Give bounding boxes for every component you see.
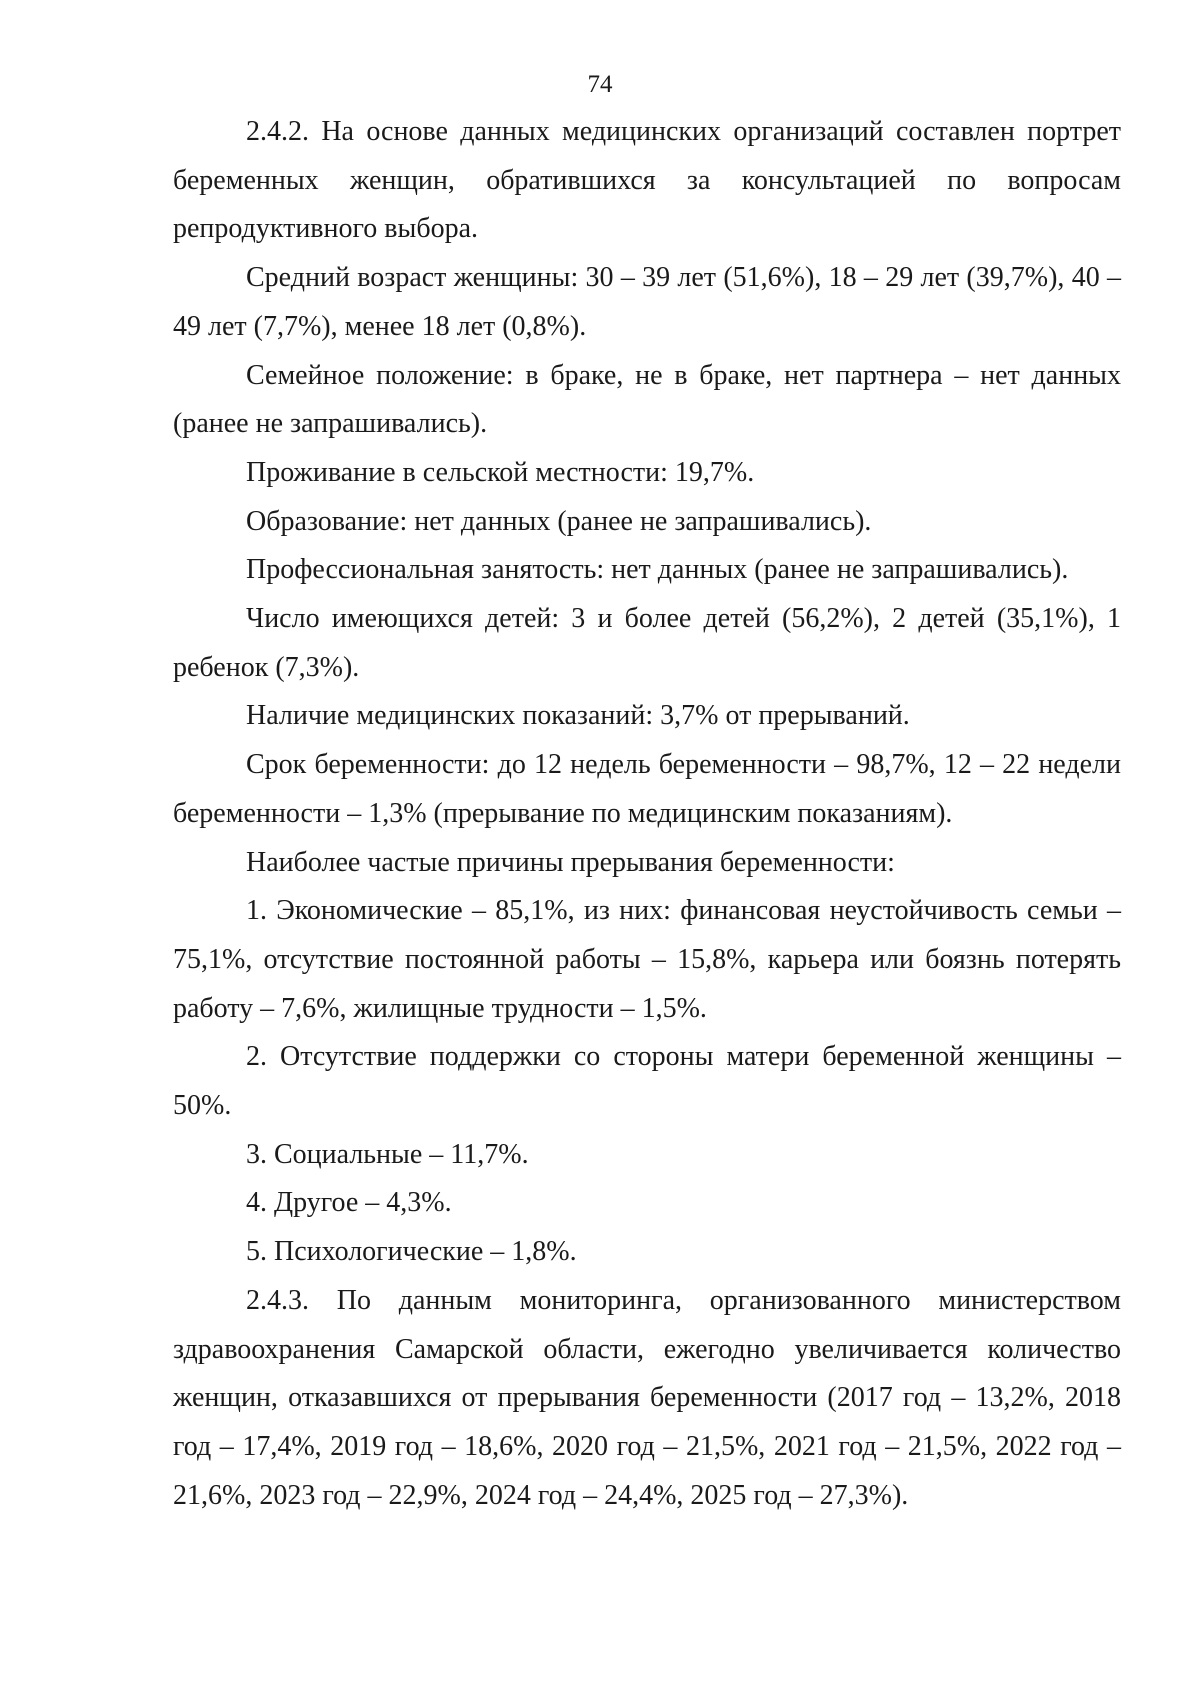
list-item-psychological-reasons: 5. Психологические – 1,8%. bbox=[246, 1236, 577, 1268]
paragraph-marital-status: Семейное положение: в браке, не в браке, нет партнера – нет данных (ранее не запрашивались). bbox=[173, 359, 1121, 440]
paragraph-monitoring-data: 2.4.3. По данным мониторинга, организованного министерством здравоохранения Самарской области, ежегодно увеличивается количество женщин, отказавшихся от прерывания беременности (2017 год – 13,2%, 2018 год – 17,4%, 2019 год – 18,6%, 2020 год – 21,5%, 2021 год – 21,5%, 2022 год – 21,6%, 2023 год – 22,9%, 2024 год – 24,4%, 2025 год – 27,3%). bbox=[173, 1284, 1121, 1511]
paragraph-rural-residence: Проживание в сельской местности: 19,7%. bbox=[246, 456, 755, 488]
document-body bbox=[173, 108, 1121, 1520]
paragraph-portrait-intro: 2.4.2. На основе данных медицинских организаций составлен портрет беременных женщин, обратившихся за консультацией по вопросам репродуктивного выбора. bbox=[173, 116, 1121, 245]
paragraph-medical-indications: Наличие медицинских показаний: 3,7% от прерываний. bbox=[246, 700, 910, 732]
list-item-economic-reasons: 1. Экономические – 85,1%, из них: финансовая неустойчивость семьи – 75,1%, отсутствие постоянной работы – 15,8%, карьера или боязнь потерять работу – 7,6%, жилищные трудности – 1,5%. bbox=[173, 895, 1121, 1024]
paragraph-number-of-children: Число имеющихся детей: 3 и более детей (56,2%), 2 детей (35,1%), 1 ребенок (7,3%). bbox=[173, 603, 1121, 683]
paragraph-education: Образование: нет данных (ранее не запрашивались). bbox=[246, 505, 872, 537]
paragraph-reasons-heading: Наиболее частые причины прерывания беременности: bbox=[246, 846, 895, 878]
list-item-other-reasons: 4. Другое – 4,3%. bbox=[246, 1187, 452, 1219]
paragraph-average-age: Средний возраст женщины: 30 – 39 лет (51,6%), 18 – 29 лет (39,7%), 40 – 49 лет (7,7%), менее 18 лет (0,8%). bbox=[173, 262, 1121, 342]
list-item-lack-of-support: 2. Отсутствие поддержки со стороны матери беременной женщины – 50%. bbox=[173, 1041, 1121, 1122]
page-number: 74 bbox=[587, 71, 613, 98]
list-item-social-reasons: 3. Социальные – 11,7%. bbox=[246, 1138, 529, 1170]
paragraph-employment: Профессиональная занятость: нет данных (ранее не запрашивались). bbox=[246, 554, 1069, 586]
paragraph-pregnancy-term: Срок беременности: до 12 недель беременности – 98,7%, 12 – 22 недели беременности – 1,3% (прерывание по медицинским показаниям). bbox=[173, 749, 1121, 829]
